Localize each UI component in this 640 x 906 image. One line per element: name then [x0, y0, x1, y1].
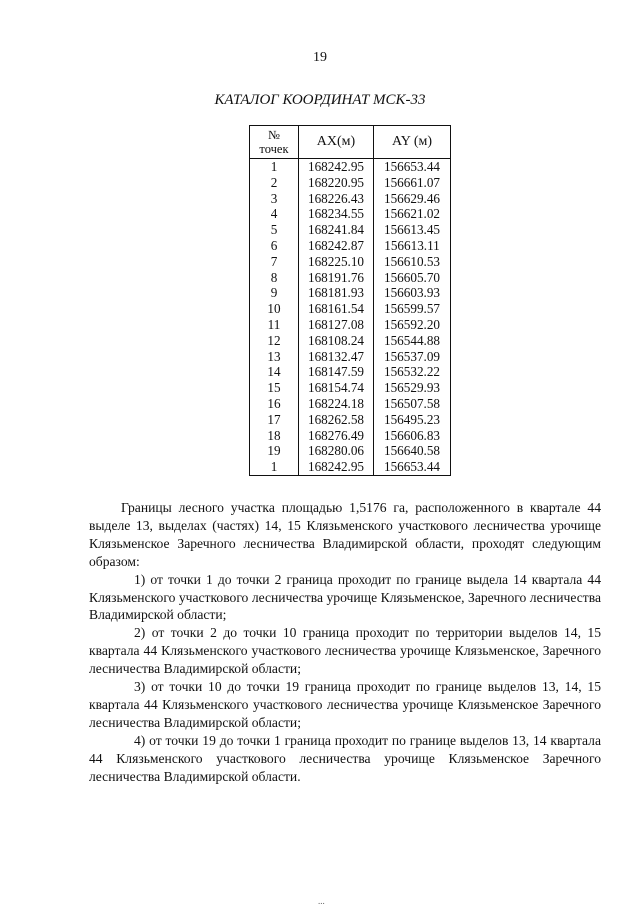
table-row: [250, 428, 451, 444]
x-coordinate-cell: 168127.08: [299, 317, 374, 333]
page-number: 19: [313, 50, 327, 65]
x-coordinate-cell: 168262.58: [299, 412, 374, 428]
y-coordinate-cell: 156610.53: [374, 254, 451, 270]
table-row: [250, 380, 451, 396]
point-number-cell: 2: [250, 175, 299, 191]
x-coordinate-cell: 168220.95: [299, 175, 374, 191]
table-row: [250, 443, 451, 459]
x-coordinate-cell: 168224.18: [299, 396, 374, 412]
table-row: [250, 254, 451, 270]
table-row: [250, 459, 451, 475]
point-number-cell: 18: [250, 428, 299, 444]
coordinates-table: [249, 125, 451, 476]
header-y: AY (м): [374, 126, 451, 159]
table-row: [250, 270, 451, 286]
y-coordinate-cell: 156605.70: [374, 270, 451, 286]
point-number-cell: 14: [250, 364, 299, 380]
y-coordinate-cell: 156537.09: [374, 349, 451, 365]
boundary-item-2: 2) от точки 2 до точки 10 граница проходит по территории выделов 14, 15 квартала 44 Клязьменского участкового лесничества урочище Клязьменское, Заречного лесничества Владимирской области;: [89, 625, 601, 677]
point-number-cell: 13: [250, 349, 299, 365]
point-number-cell: 8: [250, 270, 299, 286]
table-body: [250, 159, 451, 476]
y-coordinate-cell: 156529.93: [374, 380, 451, 396]
point-number-cell: 12: [250, 333, 299, 349]
table-row: [250, 238, 451, 254]
point-number-cell: 17: [250, 412, 299, 428]
point-number-cell: 11: [250, 317, 299, 333]
point-number-cell: 15: [250, 380, 299, 396]
point-number-cell: 6: [250, 238, 299, 254]
table-row: [250, 364, 451, 380]
table-row: [250, 206, 451, 222]
table-row: [250, 175, 451, 191]
x-coordinate-cell: 168234.55: [299, 206, 374, 222]
table-header-row: [250, 126, 451, 159]
x-coordinate-cell: 168154.74: [299, 380, 374, 396]
table-row: [250, 396, 451, 412]
x-coordinate-cell: 168147.59: [299, 364, 374, 380]
intro-paragraph: Границы лесного участка площадью 1,5176 га, расположенного в квартале 44 выделе 13, выделах (частях) 14, 15 Клязьменского участкового лесничества урочище Клязьменское Заречного лесничества Владимирской области, проходят следующим образом:: [89, 500, 601, 569]
x-coordinate-cell: 168181.93: [299, 285, 374, 301]
point-number-cell: 5: [250, 222, 299, 238]
x-coordinate-cell: 168225.10: [299, 254, 374, 270]
table-row: [250, 301, 451, 317]
y-coordinate-cell: 156507.58: [374, 396, 451, 412]
x-coordinate-cell: 168161.54: [299, 301, 374, 317]
boundary-item-1: 1) от точки 1 до точки 2 граница проходит по границе выдела 14 квартала 44 Клязьменского участкового лесничества урочище Клязьменское, Заречного лесничества Владимирской области;: [89, 571, 601, 623]
y-coordinate-cell: 156629.46: [374, 191, 451, 207]
catalog-title: КАТАЛОГ КООРДИНАТ МСК-33: [214, 92, 426, 108]
table-row: [250, 222, 451, 238]
y-coordinate-cell: 156653.44: [374, 459, 451, 475]
point-number-cell: 1: [250, 159, 299, 175]
y-coordinate-cell: 156613.11: [374, 238, 451, 254]
table-row: [250, 333, 451, 349]
y-coordinate-cell: 156640.58: [374, 443, 451, 459]
y-coordinate-cell: 156603.93: [374, 285, 451, 301]
header-x: AX(м): [299, 126, 374, 159]
y-coordinate-cell: 156613.45: [374, 222, 451, 238]
x-coordinate-cell: 168191.76: [299, 270, 374, 286]
y-coordinate-cell: 156599.57: [374, 301, 451, 317]
x-coordinate-cell: 168276.49: [299, 428, 374, 444]
y-coordinate-cell: 156653.44: [374, 159, 451, 175]
footer-mark: ...: [318, 896, 325, 906]
table-row: [250, 412, 451, 428]
y-coordinate-cell: 156661.07: [374, 175, 451, 191]
table-row: [250, 191, 451, 207]
header-num-symbol: №: [268, 128, 280, 142]
x-coordinate-cell: 168242.95: [299, 159, 374, 175]
point-number-cell: 10: [250, 301, 299, 317]
x-coordinate-cell: 168242.87: [299, 238, 374, 254]
header-point-number: [250, 126, 299, 159]
point-number-cell: 3: [250, 191, 299, 207]
point-number-cell: 7: [250, 254, 299, 270]
table-row: [250, 349, 451, 365]
y-coordinate-cell: 156592.20: [374, 317, 451, 333]
x-coordinate-cell: 168280.06: [299, 443, 374, 459]
point-number-cell: 19: [250, 443, 299, 459]
boundary-description: [89, 499, 601, 786]
x-coordinate-cell: 168226.43: [299, 191, 374, 207]
table-row: [250, 159, 451, 175]
y-coordinate-cell: 156621.02: [374, 206, 451, 222]
table-row: [250, 317, 451, 333]
y-coordinate-cell: 156544.88: [374, 333, 451, 349]
point-number-cell: 1: [250, 459, 299, 475]
table-row: [250, 285, 451, 301]
x-coordinate-cell: 168242.95: [299, 459, 374, 475]
x-coordinate-cell: 168132.47: [299, 349, 374, 365]
x-coordinate-cell: 168241.84: [299, 222, 374, 238]
boundary-item-3: 3) от точки 10 до точки 19 граница проходит по границе выделов 13, 14, 15 квартала 44 Клязьменского участкового лесничества урочище Клязьменское Заречного лесничества Владимирской области;: [89, 679, 601, 730]
point-number-cell: 4: [250, 206, 299, 222]
y-coordinate-cell: 156606.83: [374, 428, 451, 444]
header-num-label: точек: [259, 142, 289, 156]
point-number-cell: 9: [250, 285, 299, 301]
y-coordinate-cell: 156532.22: [374, 364, 451, 380]
x-coordinate-cell: 168108.24: [299, 333, 374, 349]
point-number-cell: 16: [250, 396, 299, 412]
y-coordinate-cell: 156495.23: [374, 412, 451, 428]
boundary-item-4: 4) от точки 19 до точки 1 граница проходит по границе выделов 13, 14 квартала 44 Клязьменского участкового лесничества урочище Клязьменское Заречного лесничества Владимирской области.: [89, 732, 601, 784]
